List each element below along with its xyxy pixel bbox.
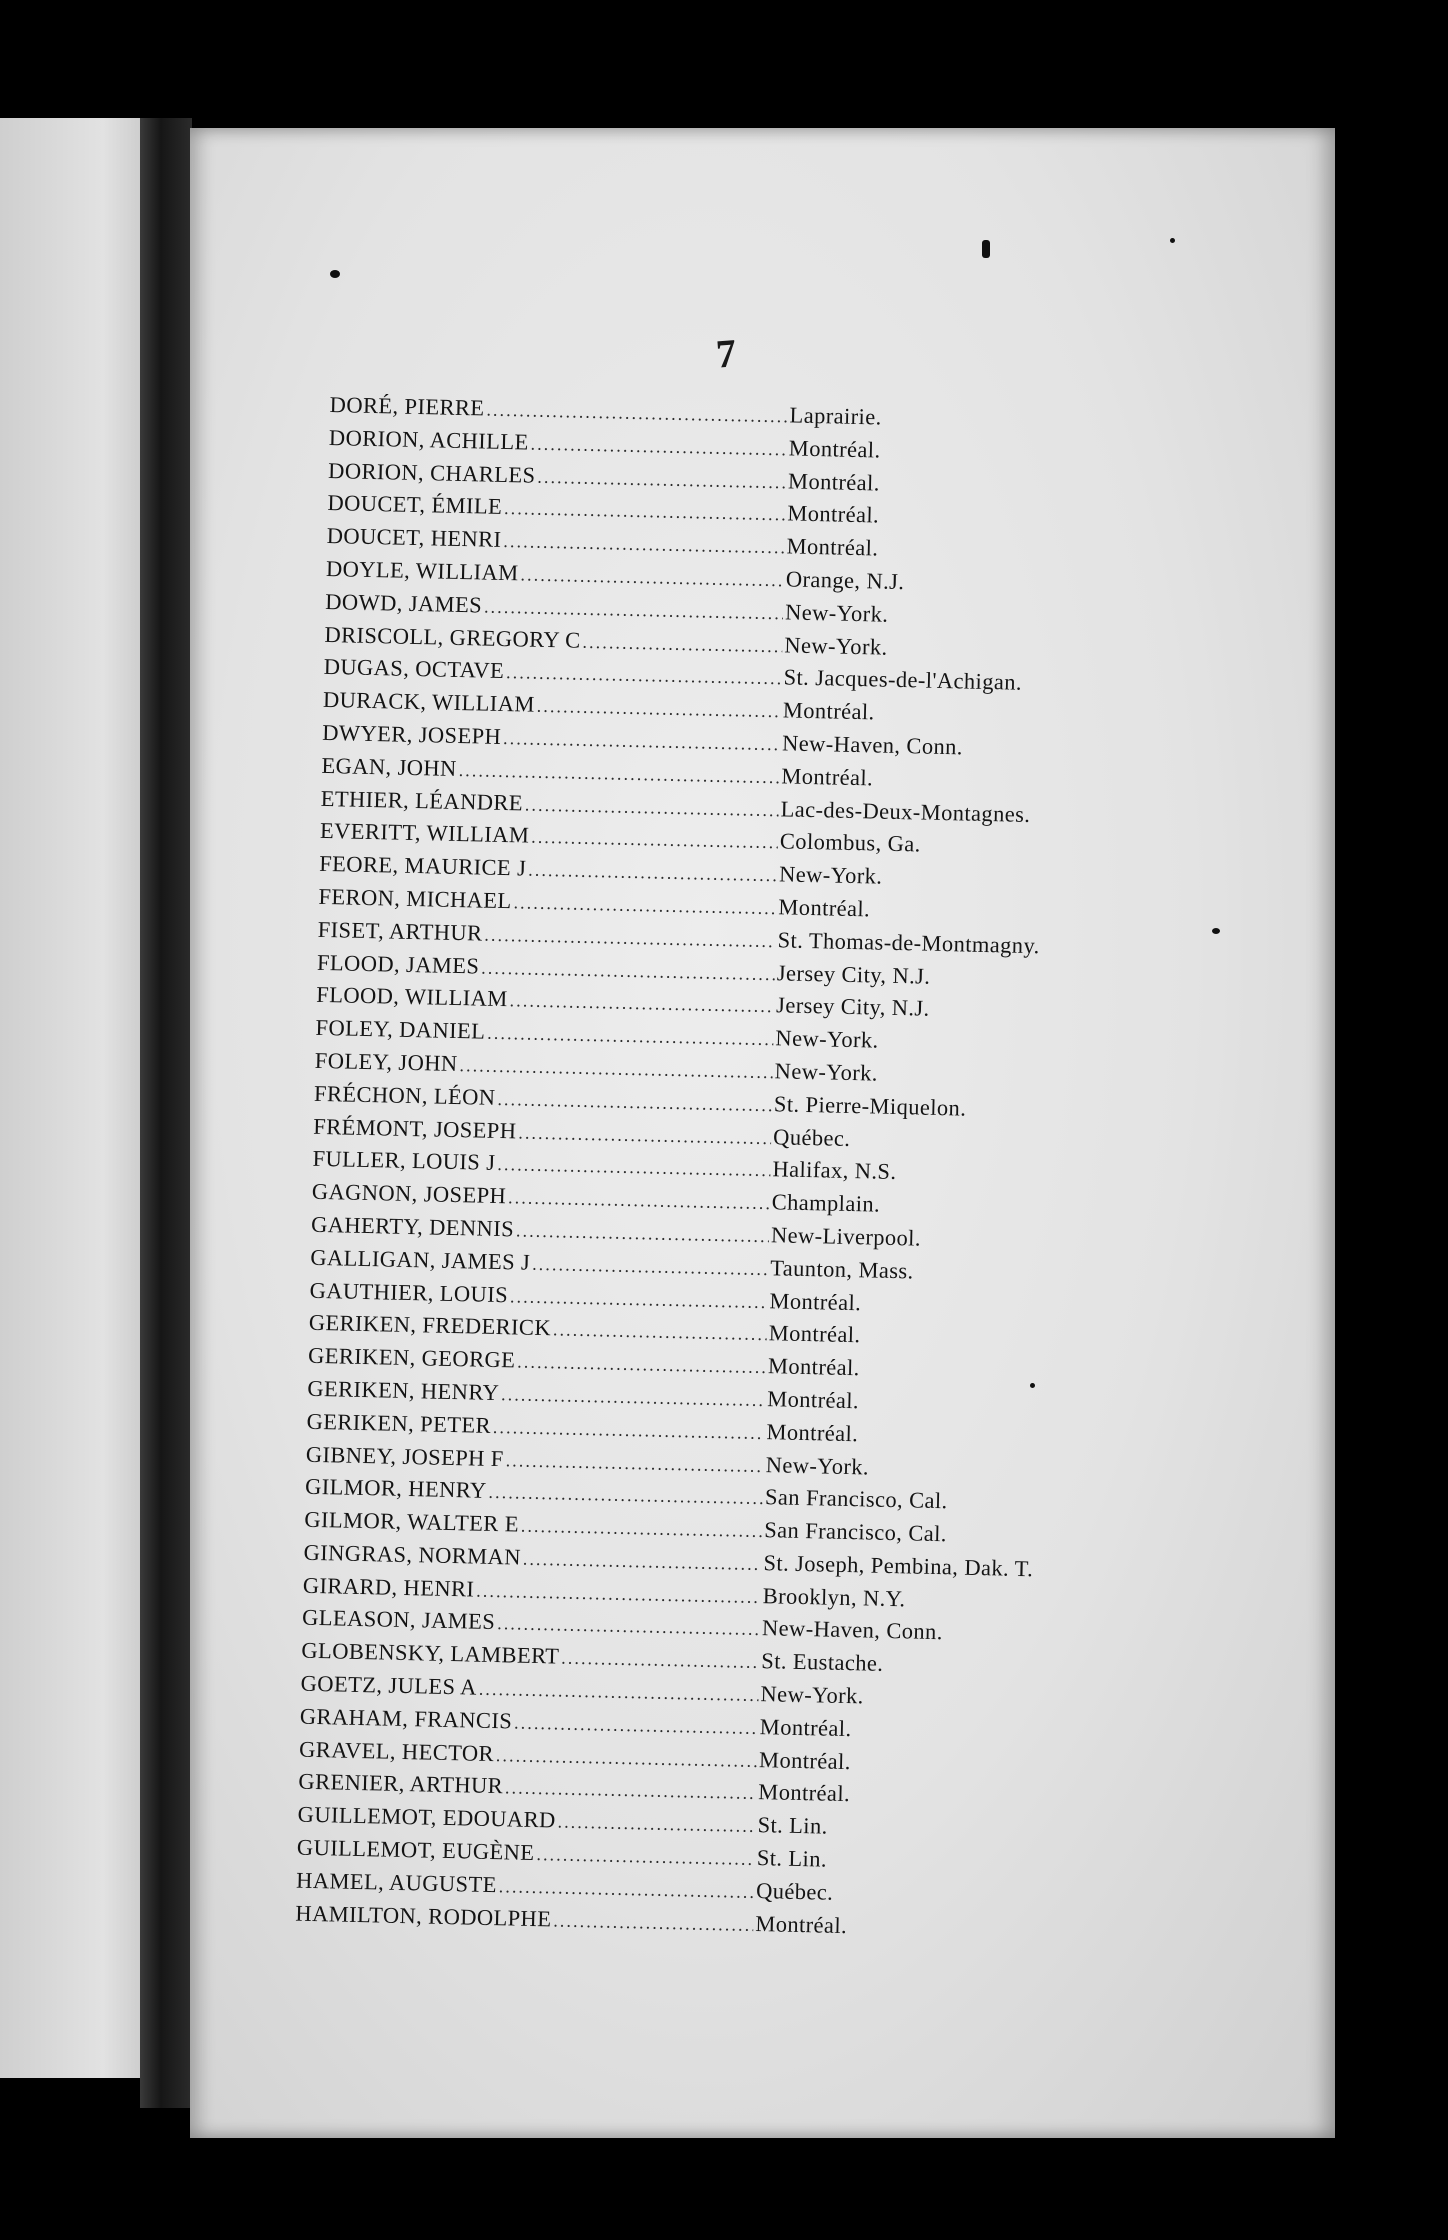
dot-leader [510, 1282, 768, 1314]
entry-place: New-York. [784, 599, 889, 627]
dot-leader [516, 1216, 770, 1248]
dot-leader [487, 1019, 774, 1051]
entry-name: DWYER, JOSEPH [321, 719, 502, 749]
entry-name: GUILLEMOT, EDOUARD [297, 1801, 556, 1833]
entry-place: Montréal. [766, 1386, 860, 1414]
entry-name: GILMOR, WALTER E [304, 1506, 520, 1537]
dot-leader [508, 1183, 770, 1215]
entry-name: GERIKEN, HENRY [307, 1375, 500, 1405]
entry-name: EGAN, JOHN [321, 752, 458, 781]
entry-place: Québec. [772, 1123, 851, 1151]
entry-name: DORION, ACHILLE [328, 424, 529, 455]
dot-leader [497, 1085, 772, 1117]
dot-leader [497, 1610, 760, 1642]
entry-name: GLEASON, JAMES [301, 1605, 496, 1635]
dot-leader [513, 888, 776, 920]
entry-name: FRÉCHON, LÉON [313, 1080, 496, 1110]
entry-place: Montréal. [758, 1779, 851, 1807]
entry-name: GOETZ, JULES A [300, 1670, 478, 1700]
entry-place: Orange, N.J. [785, 566, 905, 595]
dot-leader [523, 1545, 762, 1576]
entry-name: GERIKEN, FREDERICK [308, 1310, 552, 1341]
entry-place: Taunton, Mass. [769, 1254, 914, 1284]
entry-place: New-Haven, Conn. [781, 730, 964, 760]
dot-leader [536, 1840, 755, 1871]
dot-leader [481, 953, 775, 986]
dot-leader [530, 429, 787, 461]
entry-place: Montréal. [787, 500, 880, 528]
dot-leader [517, 1348, 766, 1380]
entry-place: New-York. [784, 631, 888, 660]
entry-place: Montréal. [787, 468, 881, 496]
entry-name: GIRARD, HENRI [302, 1572, 475, 1602]
entry-place: Montréal. [758, 1746, 852, 1774]
dot-leader [486, 396, 788, 429]
entry-name: ETHIER, LÉANDRE [320, 785, 524, 816]
ink-speck [982, 240, 990, 258]
entry-place: St. Lin. [756, 1845, 828, 1872]
entry-name: DOYLE, WILLIAM [325, 555, 519, 586]
dot-leader [505, 1446, 764, 1478]
entry-name: DOUCET, ÉMILE [327, 490, 503, 520]
entry-place: Brooklyn, N.Y. [762, 1582, 906, 1612]
entry-place: Montréal. [778, 894, 871, 922]
dot-leader [479, 1675, 759, 1707]
entry-place: Montréal. [782, 697, 875, 725]
entry-place: St. Joseph, Pembina, Dak. T. [763, 1550, 1034, 1582]
entry-name: GINGRAS, NORMAN [303, 1539, 522, 1570]
entry-name: GUILLEMOT, EUGÈNE [296, 1834, 535, 1866]
entry-place: Colombus, Ga. [779, 828, 922, 857]
entry-name: FULLER, LOUIS J [312, 1146, 496, 1176]
entry-place: Jersey City, N.J. [776, 959, 931, 989]
entry-name: GRAVEL, HECTOR [298, 1736, 495, 1766]
dot-leader [561, 1644, 760, 1674]
dot-leader [509, 987, 774, 1019]
book-gutter [140, 118, 192, 2108]
dot-leader [553, 1906, 754, 1937]
dot-leader [537, 462, 786, 494]
entry-name: FOLEY, DANIEL [315, 1014, 486, 1044]
entry-name: FLOOD, WILLIAM [316, 982, 508, 1012]
name-roster [295, 392, 1090, 1950]
entry-place: St. Pierre-Miquelon. [773, 1090, 967, 1121]
dot-leader [582, 627, 782, 658]
entry-place: New-Liverpool. [770, 1222, 922, 1251]
dot-leader [476, 1576, 761, 1608]
dot-leader [503, 724, 781, 756]
entry-place: San Francisco, Cal. [764, 1517, 948, 1547]
entry-place: Montréal. [767, 1353, 860, 1381]
entry-place: New-York. [774, 1058, 879, 1086]
entry-place: Halifax, N.S. [772, 1156, 897, 1185]
entry-place: Laprairie. [789, 402, 882, 430]
dot-leader [536, 692, 781, 724]
entry-place: Montréal. [788, 435, 881, 463]
entry-place: Montréal. [768, 1320, 861, 1348]
dot-leader [553, 1316, 767, 1347]
dot-leader [528, 856, 777, 888]
page-number: 7 [714, 330, 738, 377]
entry-name: DUGAS, OCTAVE [323, 654, 505, 684]
entry-place: Québec. [755, 1877, 834, 1905]
dot-leader [484, 592, 784, 625]
entry-place: New-Haven, Conn. [761, 1615, 944, 1645]
entry-name: FOLEY, JOHN [314, 1047, 458, 1077]
dot-leader [503, 527, 785, 559]
entry-name: GILMOR, HENRY [304, 1474, 487, 1504]
entry-place: New-York. [760, 1681, 865, 1709]
entry-name: GAHERTY, DENNIS [310, 1211, 515, 1242]
entry-place: Montréal. [769, 1287, 862, 1315]
entry-name: HAMILTON, RODOLPHE [295, 1900, 552, 1932]
dot-leader [496, 1741, 758, 1773]
dot-leader [488, 1478, 763, 1510]
entry-place: Montréal. [781, 763, 874, 791]
dot-leader [504, 494, 786, 526]
ink-speck [1170, 238, 1175, 243]
entry-place: New-York. [765, 1451, 870, 1480]
dot-leader [505, 1774, 757, 1806]
entry-name: HAMEL, AUGUSTE [295, 1867, 498, 1898]
entry-name: DORÉ, PIERRE [329, 392, 485, 421]
entry-place: Champlain. [771, 1189, 881, 1217]
entry-place: St. Jacques-de-l'Achigan. [783, 664, 1023, 696]
entry-name: FLOOD, JAMES [316, 949, 480, 979]
entry-name: FERON, MICHAEL [318, 883, 512, 914]
entry-name: GALLIGAN, JAMES J [310, 1244, 531, 1275]
entry-place: Montréal. [766, 1418, 859, 1446]
entry-place: St. Thomas-de-Montmagny. [777, 927, 1040, 958]
entry-name: DRISCOLL, GREGORY C [324, 621, 581, 653]
dot-leader [498, 1872, 754, 1904]
dot-leader [514, 1708, 758, 1740]
entry-name: GIBNEY, JOSEPH F [305, 1441, 505, 1471]
entry-name: GLOBENSKY, LAMBERT [301, 1637, 560, 1669]
entry-name: DURACK, WILLIAM [322, 687, 536, 717]
dot-leader [532, 1250, 769, 1281]
entry-place: Lac-des-Deux-Montagnes. [780, 795, 1031, 827]
entry-name: GAUTHIER, LOUIS [309, 1277, 509, 1307]
entry-name: DOUCET, HENRI [326, 523, 502, 553]
ink-speck [1212, 928, 1220, 934]
entry-name: EVERITT, WILLIAM [319, 818, 530, 848]
entry-place: New-York. [775, 1025, 879, 1053]
entry-place: San Francisco, Cal. [764, 1484, 948, 1514]
entry-name: FISET, ARTHUR [317, 916, 483, 946]
dot-leader [525, 790, 779, 822]
dot-leader [501, 1380, 766, 1412]
entry-name: GAGNON, JOSEPH [311, 1178, 507, 1209]
dot-leader [521, 1512, 763, 1543]
entry-name: GRAHAM, FRANCIS [299, 1703, 513, 1734]
dot-leader [518, 1118, 771, 1150]
entry-place: New-York. [778, 861, 883, 889]
ink-speck [330, 270, 340, 278]
entry-place: Montréal. [755, 1910, 848, 1938]
entry-name: FRÉMONT, JOSEPH [313, 1113, 517, 1143]
dot-leader [520, 560, 784, 592]
entry-name: DORION, CHARLES [327, 457, 536, 488]
entry-name: GRENIER, ARTHUR [298, 1769, 504, 1799]
entry-name: FEORE, MAURICE J [319, 851, 527, 881]
entry-name: DOWD, JAMES [324, 588, 483, 618]
dot-leader [506, 658, 782, 690]
dot-leader [484, 920, 776, 953]
dot-leader [557, 1808, 756, 1838]
entry-place: Jersey City, N.J. [775, 992, 930, 1022]
entry-name: GERIKEN, PETER [306, 1408, 492, 1438]
dot-leader [497, 1150, 771, 1182]
entry-place: Montréal. [759, 1713, 852, 1742]
entry-place: St. Lin. [757, 1812, 828, 1839]
dot-leader [493, 1413, 765, 1445]
entry-place: St. Eustache. [761, 1648, 884, 1677]
dot-leader [531, 823, 778, 855]
entry-place: Montréal. [786, 533, 879, 561]
entry-name: GERIKEN, GEORGE [307, 1342, 516, 1373]
